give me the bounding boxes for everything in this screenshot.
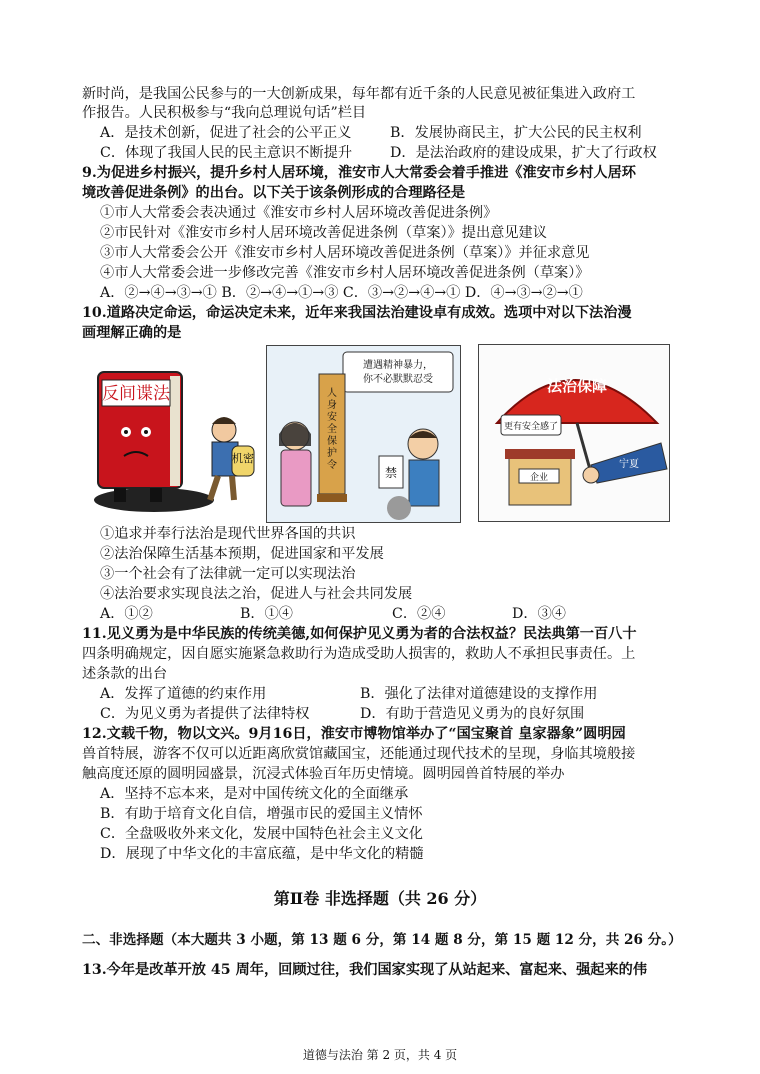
cartoon-rule-of-law-umbrella [478,344,670,522]
text-line: 新时尚，是我国公民参与的一大创新成果，每年都有近千条的人民意见被征集进入政府工 [82,86,636,102]
q11-option-c: C．为见义勇为者提供了法律特权 [100,706,310,722]
q9-statement: ②市民针对《淮安市乡村人居环境改善促进条例（草案）》提出意见建议 [100,225,547,241]
q10-option-c: C．②④ [392,606,446,622]
q13-stem: 13.今年是改革开放 45 周年，回顾过往，我们国家实现了从站起来、富起来、强起来的伟 [82,962,648,978]
q11-option-b: B．强化了法律对道德建设的支撑作用 [360,686,598,702]
q8-option-b: B．发展协商民主，扩大公民的民主权利 [390,125,642,141]
q11-stem: 四条明确规定，因自愿实施紧急救助行为造成受助人损害的，救助人不承担民事责任。上 [82,646,636,662]
q12-stem: 兽首特展，游客不仅可以近距离欣赏馆藏国宝，还能通过现代技术的呈现，身临其境般接 [82,746,636,762]
q10-statement: ②法治保障生活基本预期，促进国家和平发展 [100,546,384,562]
q9-statement: ④市人大常委会进一步修改完善《淮安市乡村人居环境改善促进条例（草案）》 [100,265,590,281]
umbrella-label: 法治保障 [546,377,608,395]
q11-stem: 述条款的出台 [82,666,168,682]
q10-stem: 画理解正确的是 [82,325,182,341]
speech-line: 你不必默默忍受 [363,374,433,385]
cartoon-anti-espionage [84,350,258,518]
q12-option-a: A．坚持不忘本来，是对中国传统文化的全面继承 [100,786,409,802]
q10-option-a: A．①② [100,606,153,622]
q12-stem: 触高度还原的圆明园盛景，沉浸式体验百年历史情境。圆明园兽首特展的举办 [82,766,565,782]
speech-line: 遭遇精神暴力， [363,360,433,371]
q9-statement: ③市人大常委会公开《淮安市乡村人居环境改善促进条例（草案）》并征求意见 [100,245,590,261]
q9-statement: ①市人大常委会表决通过《淮安市乡村人居环境改善促进条例》 [100,205,498,221]
shop-sign: 企业 [529,473,549,483]
section-title: 第Ⅱ卷 非选择题（共 26 分） [273,889,487,908]
q8-option-d: D．是法治政府的建设成果，扩大了行政权 [390,145,657,161]
page-footer: 道德与法治 第 2 页，共 4 页 [302,1048,458,1062]
sleeve-label: 宁夏 [619,459,639,470]
cartoon-protection-order [266,345,461,523]
q9-stem: 9.为促进乡村振兴，提升乡村人居环境，淮安市人大常委会着手推进《淮安市乡村人居环 [82,165,636,181]
q8-option-c: C．体现了我国人民的民主意识不断提升 [100,145,353,161]
q12-stem: 12.文载千物，物以文兴。9月16日，淮安市博物馆举办了“国宝聚首 皇家器象”圆明园 [82,726,626,742]
bag-label: 机密 [232,452,254,465]
q10-stem: 10.道路决定命运，命运决定未来，近年来我国法治建设卓有成效。选项中对以下法治漫 [82,305,632,321]
q10-statement: ④法治要求实现良法之治，促进人与社会共同发展 [100,586,413,602]
q12-option-c: C．全盘吸收外来文化，发展中国特色社会主义文化 [100,826,423,842]
q12-option-d: D．展现了中华文化的丰富底蕴，是中华文化的精髓 [100,846,424,862]
text-line: 作报告。人民积极参与“我向总理说句话”栏目 [82,105,367,121]
q10-statement: ①追求并奉行法治是现代世界各国的共识 [100,526,356,542]
q12-option-b: B．有助于培育文化自信，增强市民的爱国主义情怀 [100,806,423,822]
q11-option-a: A．发挥了道德的约束作用 [100,686,267,702]
ban-paper: 禁 [384,466,398,480]
q10-statement: ③一个社会有了法律就一定可以实现法治 [100,566,356,582]
q11-stem: 11.见义勇为是中华民族的传统美德,如何保护见义勇为者的合法权益？民法典第一百八十 [82,626,637,642]
q11-option-d: D．有助于营造见义勇为的良好氛围 [360,706,585,722]
q9-stem: 境改善促进条例》的出台。以下关于该条例形成的合理路径是 [82,185,466,201]
q9-options: A．②→④→③→① B．②→④→①→③ C．③→②→④→① D．④→③→②→① [100,285,583,301]
q10-option-d: D．③④ [512,606,566,622]
q10-option-b: B．①④ [240,606,293,622]
q8-option-a: A．是技术创新，促进了社会的公平正义 [100,125,352,141]
protection-sign: 人身安全保护令 [327,388,337,471]
part-two-heading: 二、非选择题（本大题共 3 小题，第 13 题 6 分，第 14 题 8 分，第 15 题 12 分，共 26 分。） [82,932,682,948]
shop-speech: 更有安全感了 [503,422,559,432]
book-title: 反间谍法 [102,384,170,404]
